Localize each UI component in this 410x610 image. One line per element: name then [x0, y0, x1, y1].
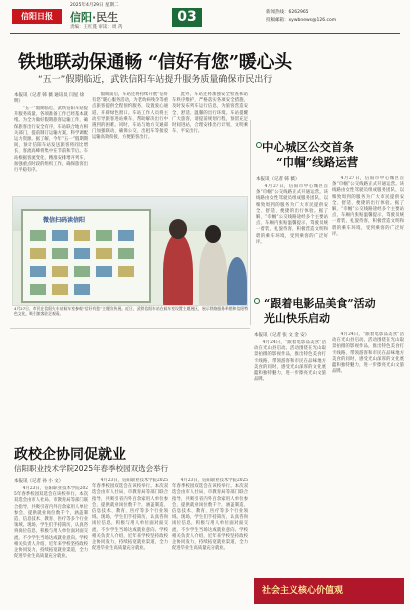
board-tile — [117, 247, 135, 260]
lead-column-1 — [14, 92, 88, 192]
lead-byline: 本报讯（记者 韩 薇 通讯员 闫星 徐明） — [14, 93, 85, 104]
lead-headline: 铁地联动保通畅 “信好有您”暖心头 — [18, 52, 292, 73]
board-tile — [51, 229, 69, 242]
lead-column-3 — [172, 92, 248, 192]
bus-column-2 — [332, 176, 404, 292]
masthead-divider — [10, 33, 400, 34]
section-name-secondary: ·民生 — [92, 11, 119, 24]
board-tile — [73, 247, 91, 260]
board-tile — [29, 229, 47, 242]
section-name-primary: 信阳 — [70, 11, 92, 24]
board-tile — [117, 265, 135, 278]
lead-column-2 — [92, 92, 168, 192]
exhibition-board — [21, 209, 151, 303]
board-tile — [73, 229, 91, 242]
board-tile — [29, 283, 47, 296]
bus-story-title — [262, 140, 402, 170]
issue-date: 2025年4月29日 星期二 — [70, 3, 119, 8]
board-tile — [51, 265, 69, 278]
movie-story-title — [254, 296, 404, 326]
movie-column-2 — [332, 332, 404, 572]
movie-column-1 — [254, 332, 326, 572]
newspaper-logo: 信阳日报 — [12, 9, 62, 24]
movie-body-continued: 4月24日，“跟着电影品美食”活动在光山县启动。活动围绕在光山取景拍摄的影视作品，推出特色美食打卡线路，带领游客和市民在品味地方美食的同时，感受光山深厚的文化底蕴和独特魅力，进一步擦亮光山文旅品牌。 — [332, 332, 404, 375]
column-divider — [250, 120, 251, 325]
policy-column-3 — [172, 478, 248, 606]
board-tile — [29, 247, 47, 260]
ad-banner — [254, 578, 404, 604]
movie-title-line-2: 光山快乐启动 — [264, 312, 330, 325]
policy-byline: 本报讯（记者 孙 小 文） — [14, 479, 64, 484]
board-title: 微信扫码读信阳 — [43, 217, 86, 224]
story-divider — [10, 328, 250, 329]
bus-title-line-1: 中心城区公交首条 — [262, 140, 354, 154]
policy-subhead: 信阳职业技术学院2025年春季校园双选会举行 — [14, 464, 169, 473]
bus-column-1 — [256, 176, 328, 292]
policy-body-continued: 4月23日，信阳职业技术学院2025年春季校园双选会在该校举行。本次双选会由市人社局、市教育局等部门联合指导，共吸引省内外百余家用人单位参会，提供就业岗位数千个，涵盖制造、信息技术、教育、医疗等多个行业领域。现场，学生们手持简历，认真咨询岗位信息，积极与用人单位面对面交流，不少学生当场达成就业意向。学校相关负责人介绍，近年来学校坚持政校企协同发力，持续拓宽就业渠道，全力促进毕业生高质量充分就业。 — [172, 478, 248, 552]
visitor-head — [169, 219, 187, 239]
page-number: 03 — [172, 8, 202, 27]
lead-body-3: 此外，车站还将加强安全检查和站车秩序维护，严格落实各项安全措施，及时发布列车运行信息，为旅客营造安全、舒适、温馨的出行环境。车站提醒广大旅客，请提前规划行程，预留充足时间进站，合理安排出行计划，文明乘车、平安出行。 — [172, 92, 248, 135]
editor-credits: 责编：王红蔓 审读：周 芮 — [70, 25, 123, 30]
board-tile — [95, 247, 113, 260]
bus-title-line-2: “巾帼”线路运营 — [276, 155, 359, 169]
bus-body: 4月27日，信阳市中心城区首条“巾帼”公交线路正式开通运营。该线路由女性驾驶员组成服务团队，以细致周到的服务为广大市民提供安全、舒适、便捷的出行体验。据了解，“巾帼”公交线路途经多个主要站点，车厢内张贴温馨提示，驾驶员统一着装，礼貌待客，积极营造文明和谐的乘车环境，受到乘客的广泛好评。 — [256, 184, 328, 245]
bus-byline: 本报讯（记者 韩 薇） — [256, 177, 300, 182]
board-tile — [95, 265, 113, 278]
photo-caption: 4月27日，市民在信阳火车站候车室参观“信好有您”主题宣传展。近日，武铁信阳车站在候车室设置主题展区，展示铁路服务举措和信阳特色文化，吸引旅客驻足观看。 — [14, 306, 248, 317]
lead-subhead: “五一”假期临近，武铁信阳车站提升服务质量确保市民出行 — [38, 75, 273, 85]
section-title — [70, 9, 118, 25]
policy-column-2 — [92, 478, 168, 606]
board-tile — [73, 283, 91, 296]
board-tile — [95, 229, 113, 242]
visitor-figure — [163, 233, 193, 306]
visitor-head — [205, 225, 221, 243]
policy-body-continued: 4月23日，信阳职业技术学院2025年春季校园双选会在该校举行。本次双选会由市人社局、市教育局等部门联合指导，共吸引省内外百余家用人单位参会，提供就业岗位数千个，涵盖制造、信息技术、教育、医疗等多个行业领域。现场，学生们手持简历，认真咨询岗位信息，积极与用人单位面对面交流，不少学生当场达成就业意向。学校相关负责人介绍，近年来学校坚持政校企协同发力，持续拓宽就业渠道，全力促进毕业生高质量充分就业。 — [92, 478, 168, 552]
lead-body-2: 假期前后，车站还将持续开展“信好有您”暖心服务活动，为老幼病残孕等重点旅客提供全程预约服务，设置爱心通道，开辟绿色窗口。车站工作人员将主动引导旅客进站乘车，帮助解决出行中遇到的困难。同时，车站与地方交通部门加强联动，确保公交、出租车等接驳运输高效衔接，方便旅客出行。 — [92, 92, 168, 141]
policy-column-1 — [14, 478, 88, 606]
policy-body: 4月23日，信阳职业技术学院2025年春季校园双选会在该校举行。本次双选会由市人社局、市教育局等部门联合指导，共吸引省内外百余家用人单位参会，提供就业岗位数千个，涵盖制造、信息技术、教育、医疗等多个行业领域。现场，学生们手持简历，认真咨询岗位信息，积极与用人单位面对面交流，不少学生当场达成就业意向。学校相关负责人介绍，近年来学校坚持政校企协同发力，持续拓宽就业渠道，全力促进毕业生高质量充分就业。 — [14, 486, 88, 560]
visitor-figure — [199, 239, 227, 306]
movie-title-line-1: “跟着电影品美食”活动 — [264, 297, 376, 310]
movie-body: 4月24日，“跟着电影品美食”活动在光山县启动。活动围绕在光山取景拍摄的影视作品，推出特色美食打卡线路，带领游客和市民在品味地方美食的同时，感受光山深厚的文化底蕴和独特魅力，进一步擦亮光山文旅品牌。 — [254, 340, 326, 383]
news-hotline: 新闻热线：6262965 — [266, 10, 309, 15]
board-tile — [73, 265, 91, 278]
visitor-figure — [227, 257, 247, 306]
board-tile — [51, 283, 69, 296]
board-tile — [51, 247, 69, 260]
ad-slogan: 社会主义核心价值观 — [262, 586, 344, 596]
policy-headline: 政校企协同促就业 — [14, 447, 126, 463]
bus-body-continued: 4月27日，信阳市中心城区首条“巾帼”公交线路正式开通运营。该线路由女性驾驶员组成服务团队，以细致周到的服务为广大市民提供安全、舒适、便捷的出行体验。据了解，“巾帼”公交线路途经多个主要站点，车厢内张贴温馨提示，驾驶员统一着装，礼貌待客，积极营造文明和谐的乘车环境，受到乘客的广泛好评。 — [332, 176, 404, 237]
board-tile — [29, 265, 47, 278]
movie-byline: 本报讯（记者 张 文 金 安） — [254, 333, 310, 338]
board-tile — [117, 229, 135, 242]
lead-body-1: “五一”假期临近，武铁信阳车站提升服务质量，各项准备工作已经基本就绪。为全力做好假期旅客运输工作，确保旅客出行安全有序，车站联合地方相关部门，提前制订运输方案，科学调配运力资源。据了解，今年“五一”假期期间，预计信阳车站发送旅客将同比增长，客流高峰将集中在节前和节后。车站根据客流变化，精准安排增开列车，加强重点时段的组织工作，确保旅客出行平稳有序。 — [14, 106, 88, 174]
news-photo — [12, 196, 248, 306]
submission-email: 投稿邮箱：xywbnews@126.com — [266, 18, 337, 23]
